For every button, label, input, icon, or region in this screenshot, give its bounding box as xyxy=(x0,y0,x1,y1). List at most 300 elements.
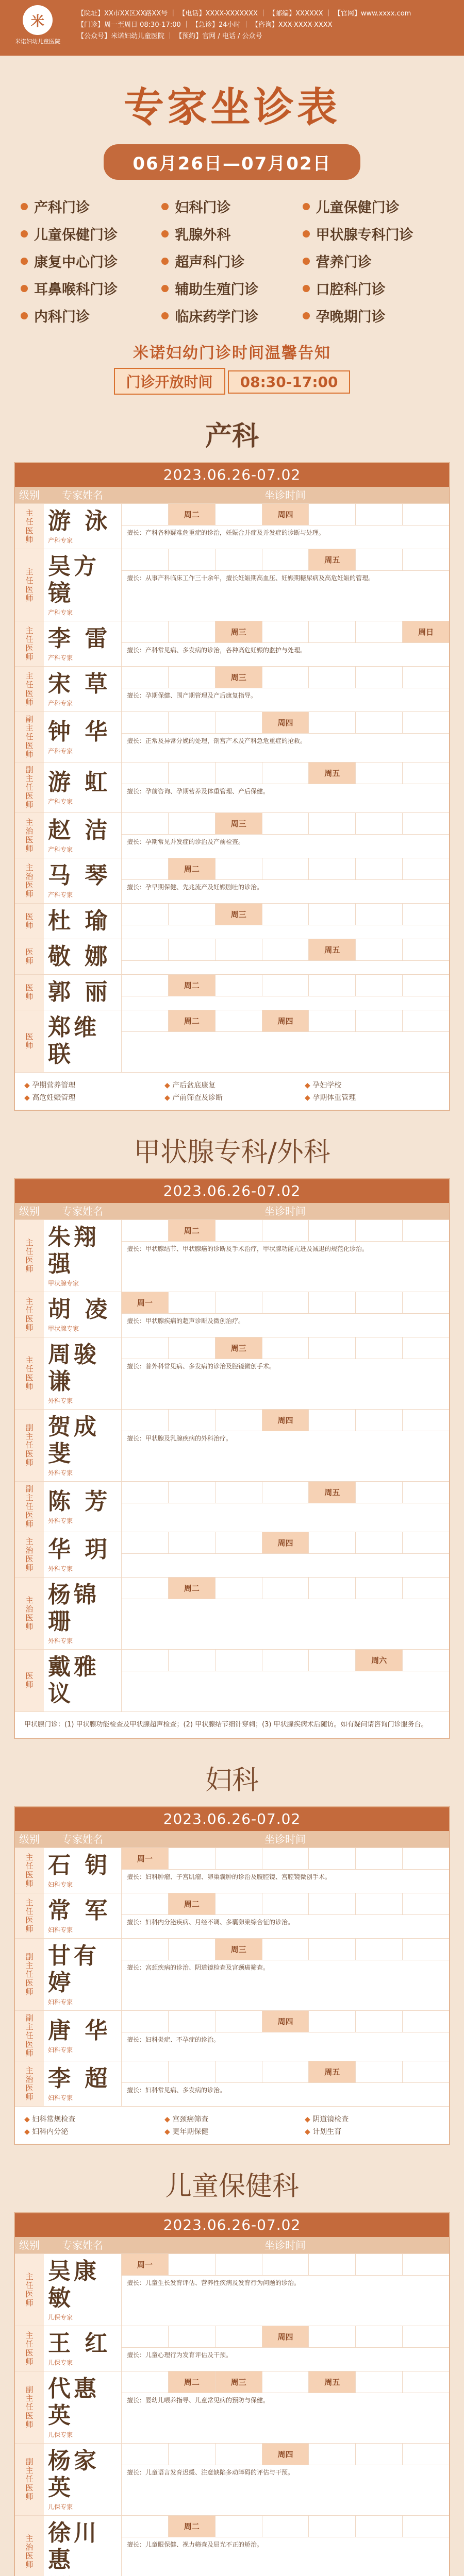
doctor-name: 游 虹 xyxy=(48,769,111,795)
doctor-name: 杨锦珊 xyxy=(48,1582,100,1635)
doctor-name: 杜 瑜 xyxy=(48,908,111,934)
bullet-icon xyxy=(303,312,310,319)
day-cell: 周三 xyxy=(216,904,262,925)
bullet-icon xyxy=(303,285,310,292)
day-cell xyxy=(262,939,309,960)
clinic-item xyxy=(303,251,443,271)
doctor-description: 擅长：妇科炎症、不孕症的诊治。 xyxy=(127,2036,220,2043)
day-cell xyxy=(403,1337,449,1359)
doctor-name: 吴康敏 xyxy=(48,2258,100,2311)
day-cell xyxy=(309,712,356,733)
day-cell xyxy=(309,1893,356,1914)
week-schedule xyxy=(122,1532,449,1554)
doctor-name: 徐川惠 xyxy=(48,2520,100,2573)
clinic-list xyxy=(21,196,443,326)
day-cell xyxy=(356,2254,403,2275)
doctor-title: 妇科专家 xyxy=(48,2094,73,2102)
day-cell: 周三 xyxy=(216,621,262,642)
week-schedule xyxy=(122,1893,449,1915)
day-cell xyxy=(122,1337,169,1359)
day-cell xyxy=(169,2326,216,2347)
day-cell xyxy=(356,2011,403,2032)
day-cell xyxy=(122,939,169,960)
doctor-row xyxy=(15,903,449,939)
day-cell xyxy=(169,1482,216,1503)
doctor-name: 宋 草 xyxy=(48,671,111,697)
day-cell xyxy=(309,904,356,925)
clinic-item xyxy=(303,196,443,216)
day-cell xyxy=(122,1482,169,1503)
section-title: 甲状腺专科/外科 xyxy=(134,1137,330,1168)
info-line: 【院址】XX市XX区XX路XX号 ｜ 【电话】XXXX-XXXXXXX ｜ 【邮编】XXXXXX ｜ 【官网】www.xxxx.com xyxy=(77,10,411,18)
doctor-title: 产科专家 xyxy=(48,654,73,662)
day-cell xyxy=(356,549,403,570)
logo-icon: 米 xyxy=(23,5,53,35)
day-cell xyxy=(216,1482,262,1503)
day-cell: 周四 xyxy=(262,1532,309,1553)
day-cell xyxy=(216,1410,262,1431)
day-cell: 周二 xyxy=(169,2371,216,2393)
day-cell xyxy=(356,504,403,525)
day-cell xyxy=(309,1532,356,1553)
doctor-info xyxy=(44,1532,121,1577)
day-cell xyxy=(262,762,309,784)
day-cell xyxy=(169,939,216,960)
day-cell: 周二 xyxy=(169,975,216,996)
col-time: 坐诊时间 xyxy=(264,1205,306,1217)
day-cell: 周二 xyxy=(169,2516,216,2537)
doctor-level: 主任医师 xyxy=(15,2254,44,2326)
clinic-label: 辅助生殖门诊 xyxy=(175,282,259,298)
opening-hours xyxy=(0,368,464,395)
doctor-info xyxy=(44,2061,121,2106)
day-cell xyxy=(356,1532,403,1553)
doctor-level: 医师 xyxy=(15,975,44,1010)
day-cell xyxy=(309,1010,356,1031)
day-cell: 周五 xyxy=(309,2061,356,2082)
doctor-row xyxy=(15,503,449,549)
service-item: ◆ 阴道镜检查 xyxy=(305,2114,440,2124)
day-cell xyxy=(356,1292,403,1313)
doctor-title: 外科专家 xyxy=(48,1517,73,1524)
day-cell xyxy=(403,975,449,996)
week-schedule xyxy=(122,904,449,925)
day-cell xyxy=(216,939,262,960)
doctor-description: 擅长：甲状腺疾病的超声诊断及微创治疗。 xyxy=(127,1317,245,1325)
day-cell xyxy=(356,813,403,834)
schedule-table xyxy=(14,2212,450,2576)
day-cell xyxy=(403,762,449,784)
day-cell xyxy=(262,1292,309,1313)
day-cell: 周一 xyxy=(122,2254,169,2275)
doctor-info xyxy=(44,1482,121,1532)
day-cell xyxy=(403,1532,449,1553)
day-cell xyxy=(216,1532,262,1553)
section-title: 妇科 xyxy=(205,1765,259,1796)
day-cell xyxy=(122,2011,169,2032)
doctor-row xyxy=(15,939,449,974)
doctor-info xyxy=(44,1893,121,1938)
week-schedule xyxy=(122,1578,449,1599)
day-cell xyxy=(216,1848,262,1869)
day-cell xyxy=(403,712,449,733)
doctor-level: 医师 xyxy=(15,904,44,939)
header xyxy=(0,0,464,56)
doctor-name: 敬 娜 xyxy=(48,943,111,970)
doctor-title: 儿保专家 xyxy=(48,2359,73,2366)
service-item: ◆ 计划生育 xyxy=(305,2126,440,2137)
doctor-level: 主治医师 xyxy=(15,1532,44,1577)
day-cell xyxy=(216,1220,262,1241)
doctor-description: 擅长：婴幼儿喂养指导、儿童常见病的预防与保健。 xyxy=(127,2397,270,2404)
col-name: 专家姓名 xyxy=(62,2239,103,2251)
doctor-level: 副主任医师 xyxy=(15,1939,44,2010)
week-schedule xyxy=(122,1220,449,1242)
doctor-level: 主任医师 xyxy=(15,1893,44,1938)
doctor-row xyxy=(15,1649,449,1711)
doctor-level: 主任医师 xyxy=(15,549,44,621)
day-cell xyxy=(309,1578,356,1599)
doctor-schedule xyxy=(121,858,449,903)
day-cell xyxy=(356,1578,403,1599)
hours-value: 08:30-17:00 xyxy=(228,370,351,394)
week-schedule xyxy=(122,1010,449,1032)
day-cell xyxy=(309,1220,356,1241)
day-cell xyxy=(262,549,309,570)
day-cell xyxy=(309,504,356,525)
doctor-schedule xyxy=(121,1848,449,1893)
clinic-label: 儿童保健门诊 xyxy=(316,200,400,216)
day-cell xyxy=(403,2061,449,2082)
day-cell xyxy=(309,667,356,688)
col-time: 坐诊时间 xyxy=(264,1833,306,1845)
doctor-level: 副主任医师 xyxy=(15,2371,44,2443)
doctor-row xyxy=(15,1848,449,1893)
doctor-info xyxy=(44,712,121,762)
doctor-schedule xyxy=(121,1292,449,1337)
day-cell xyxy=(356,1848,403,1869)
day-cell xyxy=(309,1410,356,1431)
bullet-icon xyxy=(21,312,28,319)
day-cell xyxy=(309,2516,356,2537)
week-schedule xyxy=(122,1410,449,1431)
day-cell xyxy=(262,904,309,925)
day-cell xyxy=(403,2011,449,2032)
clinic-item xyxy=(303,278,443,298)
day-cell xyxy=(122,549,169,570)
doctor-level: 主任医师 xyxy=(15,1220,44,1292)
day-cell xyxy=(216,2254,262,2275)
service-notes xyxy=(15,1072,449,1110)
doctor-description: 擅长：孕早期保健、先兆流产及妊娠剧吐的诊治。 xyxy=(127,884,263,891)
doctor-name: 游 泳 xyxy=(48,508,111,534)
clinic-label: 孕晚期门诊 xyxy=(316,309,386,325)
day-cell xyxy=(262,1482,309,1503)
bullet-icon xyxy=(161,285,169,292)
week-schedule xyxy=(122,2444,449,2465)
doctor-title: 妇科专家 xyxy=(48,2046,73,2054)
service-notes xyxy=(15,2106,449,2144)
clinic-label: 乳腺外科 xyxy=(175,227,231,243)
doctor-title: 产科专家 xyxy=(48,537,73,544)
doctor-name: 李 超 xyxy=(48,2065,111,2092)
doctor-schedule xyxy=(121,975,449,1010)
col-level: 级别 xyxy=(19,489,40,501)
doctor-name: 陈 芳 xyxy=(48,1488,111,1515)
week-schedule xyxy=(122,1337,449,1359)
day-cell xyxy=(262,667,309,688)
doctor-name: 李 雷 xyxy=(48,625,111,652)
day-cell: 周三 xyxy=(216,2371,262,2393)
col-name: 专家姓名 xyxy=(62,1205,103,1217)
schedule-sections xyxy=(0,414,464,2576)
clinic-label: 产科门诊 xyxy=(34,200,90,216)
day-cell xyxy=(216,1578,262,1599)
doctor-description: 擅长：从事产科临床工作三十余年，擅长妊娠期高血压、妊娠期糖尿病及高危妊娠的管理。 xyxy=(127,574,375,582)
doctor-title: 产科专家 xyxy=(48,846,73,853)
day-cell xyxy=(262,975,309,996)
day-cell xyxy=(403,1893,449,1914)
doctor-name: 常 军 xyxy=(48,1897,111,1924)
doctor-description: 擅长：妇科常见病、多发病的诊治。 xyxy=(127,2087,226,2094)
doctor-row xyxy=(15,2371,449,2443)
doctor-title: 产科专家 xyxy=(48,891,73,899)
doctor-level: 副主任医师 xyxy=(15,1482,44,1532)
doctor-title: 儿保专家 xyxy=(48,2431,73,2438)
day-cell xyxy=(309,1939,356,1960)
clinic-item xyxy=(161,306,302,326)
doctor-info xyxy=(44,1848,121,1893)
doctor-schedule xyxy=(121,1410,449,1481)
day-cell xyxy=(122,621,169,642)
day-cell xyxy=(356,2371,403,2393)
day-cell xyxy=(122,2371,169,2393)
doctor-name: 戴雅议 xyxy=(48,1654,100,1707)
clinic-label: 康复中心门诊 xyxy=(34,255,118,270)
doctor-level: 副主任医师 xyxy=(15,762,44,812)
week-schedule xyxy=(122,939,449,961)
doctor-info xyxy=(44,1010,121,1072)
day-cell xyxy=(122,813,169,834)
doctor-schedule xyxy=(121,621,449,666)
doctor-name: 吴方镜 xyxy=(48,553,100,606)
day-cell xyxy=(262,2254,309,2275)
day-cell: 周二 xyxy=(169,1010,216,1031)
day-cell xyxy=(309,975,356,996)
service-item: ◆ 宫颈癌筛查 xyxy=(164,2114,300,2124)
day-cell xyxy=(122,904,169,925)
day-cell xyxy=(403,1650,449,1671)
section-title: 产科 xyxy=(205,421,259,452)
doctor-row xyxy=(15,1292,449,1337)
schedule-table xyxy=(14,1806,450,2145)
column-header xyxy=(15,1203,449,1219)
day-cell xyxy=(262,1220,309,1241)
doctor-schedule xyxy=(121,813,449,858)
day-cell xyxy=(169,1650,216,1671)
date-range-bar: 2023.06.26-07.02 xyxy=(15,2213,449,2237)
day-cell: 周五 xyxy=(309,762,356,784)
date-range-bar: 2023.06.26-07.02 xyxy=(15,1179,449,1203)
doctor-level: 医师 xyxy=(15,939,44,974)
week-schedule xyxy=(122,712,449,734)
day-cell xyxy=(356,939,403,960)
doctor-description: 擅长：妇科内分泌疾病、月经不调、多囊卵巢综合征的诊治。 xyxy=(127,1919,294,1926)
doctor-name: 唐 华 xyxy=(48,2018,111,2044)
doctor-level: 副主任医师 xyxy=(15,2011,44,2061)
doctor-row xyxy=(15,2253,449,2326)
doctor-description: 擅长：产科各种疑难危重症的诊治，妊娠合并症及并发症的诊断与处理。 xyxy=(127,529,325,536)
clinic-label: 儿童保健门诊 xyxy=(34,227,118,243)
day-cell xyxy=(309,1337,356,1359)
doctor-row xyxy=(15,1938,449,2010)
doctor-name: 华 玥 xyxy=(48,1536,111,1563)
section-title: 儿童保健科 xyxy=(164,2171,299,2202)
clinic-label: 超声科门诊 xyxy=(175,255,245,270)
day-cell: 周二 xyxy=(169,1893,216,1914)
day-cell xyxy=(403,813,449,834)
doctor-info xyxy=(44,762,121,812)
day-cell xyxy=(122,762,169,784)
day-cell: 周六 xyxy=(356,1650,403,1671)
day-cell xyxy=(356,1939,403,1960)
doctor-level: 主治医师 xyxy=(15,1578,44,1649)
day-cell xyxy=(403,939,449,960)
day-cell xyxy=(356,712,403,733)
clinic-item xyxy=(21,196,161,216)
day-cell xyxy=(216,549,262,570)
day-cell xyxy=(262,858,309,879)
clinic-label: 口腔科门诊 xyxy=(316,282,386,298)
day-cell xyxy=(122,504,169,525)
day-cell xyxy=(356,1337,403,1359)
day-cell xyxy=(216,2516,262,2537)
doctor-description: 擅长：儿童心理行为发育评估及干预。 xyxy=(127,2351,233,2359)
doctor-schedule xyxy=(121,1337,449,1409)
doctor-info xyxy=(44,975,121,1010)
day-cell xyxy=(169,2011,216,2032)
bullet-icon xyxy=(161,312,169,319)
day-cell xyxy=(309,1292,356,1313)
doctor-title: 儿保专家 xyxy=(48,2503,73,2511)
doctor-schedule xyxy=(121,762,449,812)
title-area xyxy=(0,56,464,180)
doctor-info xyxy=(44,621,121,666)
doctor-row xyxy=(15,1481,449,1532)
clinic-item xyxy=(303,306,443,326)
doctor-level: 主任医师 xyxy=(15,504,44,549)
day-cell xyxy=(403,2326,449,2347)
doctor-info xyxy=(44,2371,121,2443)
doctor-info xyxy=(44,2011,121,2061)
day-cell xyxy=(309,2326,356,2347)
day-cell xyxy=(169,712,216,733)
day-cell xyxy=(216,2011,262,2032)
day-cell xyxy=(403,1939,449,1960)
day-cell xyxy=(309,1848,356,1869)
doctor-title: 妇科专家 xyxy=(48,1998,73,2006)
doctor-description: 擅长：儿童眼保健、视力筛查及屈光不正的矫治。 xyxy=(127,2541,263,2548)
col-level: 级别 xyxy=(19,1833,40,1845)
clinic-label: 内科门诊 xyxy=(34,309,90,325)
day-cell xyxy=(122,667,169,688)
day-cell xyxy=(356,2444,403,2465)
doctor-schedule xyxy=(121,939,449,974)
bullet-icon xyxy=(161,230,169,238)
day-cell: 周一 xyxy=(122,1848,169,1869)
day-cell xyxy=(216,858,262,879)
doctor-schedule xyxy=(121,712,449,762)
clinic-item xyxy=(161,278,302,298)
doctor-level: 主治医师 xyxy=(15,2061,44,2106)
doctor-schedule xyxy=(121,667,449,711)
doctor-title: 外科专家 xyxy=(48,1469,73,1477)
day-cell xyxy=(169,813,216,834)
day-cell xyxy=(169,904,216,925)
day-cell xyxy=(309,2444,356,2465)
day-cell xyxy=(356,904,403,925)
doctor-schedule xyxy=(121,1578,449,1649)
doctor-title: 产科专家 xyxy=(48,700,73,707)
service-item: ◆ 孕期营养管理 xyxy=(24,1080,159,1090)
day-cell xyxy=(122,975,169,996)
doctor-description: 擅长：妇科肿瘤、子宫肌瘤、卵巢囊肿的诊治及腹腔镜、宫腔镜微创手术。 xyxy=(127,1873,332,1880)
week-schedule xyxy=(122,504,449,526)
doctor-title: 儿保专家 xyxy=(48,2314,73,2321)
day-cell xyxy=(262,1337,309,1359)
doctor-level: 主任医师 xyxy=(15,1848,44,1893)
day-cell xyxy=(356,1010,403,1031)
doctor-info xyxy=(44,667,121,711)
day-cell xyxy=(309,858,356,879)
day-cell xyxy=(169,1292,216,1313)
doctor-name: 石 钥 xyxy=(48,1852,111,1878)
service-item: ◆ 更年期保健 xyxy=(164,2126,300,2137)
doctor-level: 医师 xyxy=(15,1010,44,1072)
doctor-row xyxy=(15,621,449,666)
day-cell xyxy=(216,2326,262,2347)
doctor-description: 擅长：儿童生长发育评估、营养性疾病及发育行为问题的诊治。 xyxy=(127,2279,301,2286)
week-schedule xyxy=(122,549,449,571)
doctor-info xyxy=(44,1220,121,1292)
day-cell xyxy=(216,1650,262,1671)
doctor-name: 朱翔强 xyxy=(48,1224,100,1277)
day-cell xyxy=(356,2061,403,2082)
week-schedule xyxy=(122,975,449,996)
week-schedule xyxy=(122,858,449,880)
day-cell: 周五 xyxy=(309,939,356,960)
week-schedule xyxy=(122,1939,449,1960)
doctor-level: 医师 xyxy=(15,1650,44,1711)
day-cell xyxy=(122,2326,169,2347)
bullet-icon xyxy=(21,230,28,238)
day-cell: 周五 xyxy=(309,2371,356,2393)
doctor-schedule xyxy=(121,1220,449,1292)
day-cell: 周五 xyxy=(309,549,356,570)
doctor-name: 代惠英 xyxy=(48,2376,100,2429)
day-cell xyxy=(169,1939,216,1960)
doctor-row xyxy=(15,2061,449,2106)
doctor-title: 产科专家 xyxy=(48,748,73,755)
day-cell xyxy=(169,2061,216,2082)
doctor-description: 擅长：宫颈疾病的诊治、阴道镜检查及宫颈癌筛查。 xyxy=(127,1964,270,1971)
doctor-name: 胡 凌 xyxy=(48,1296,111,1323)
clinic-label: 妇科门诊 xyxy=(175,200,231,216)
doctor-description: 擅长：产科常见病、多发病的诊治，各种高危妊娠的监护与处理。 xyxy=(127,647,307,654)
day-cell: 周二 xyxy=(169,858,216,879)
doctor-name: 贺成斐 xyxy=(48,1414,100,1467)
doctor-row xyxy=(15,549,449,621)
